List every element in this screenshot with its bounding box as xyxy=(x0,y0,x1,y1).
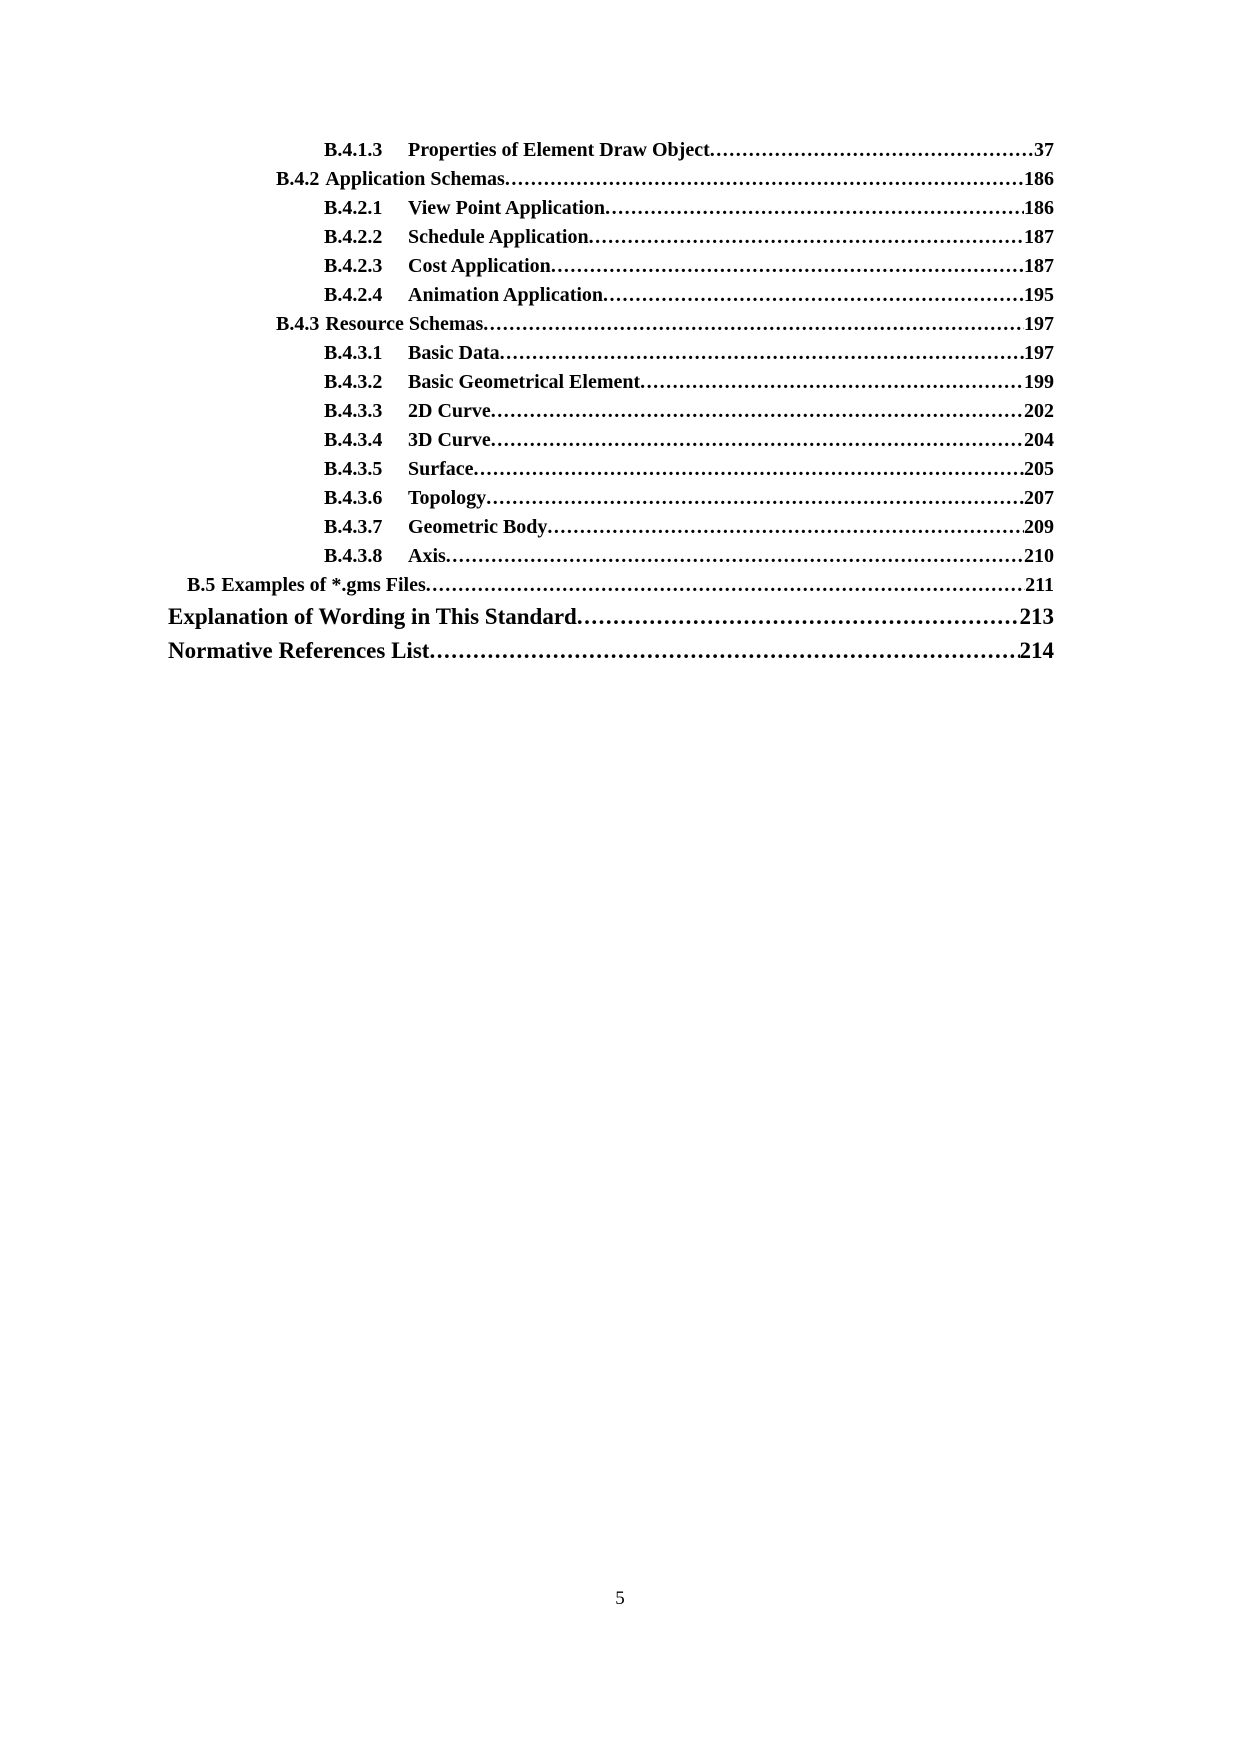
toc-entry-number: B.4.2 xyxy=(276,168,320,190)
toc-entry xyxy=(168,194,1054,223)
toc-entry xyxy=(168,339,1054,368)
toc-entry-title: Basic Geometrical Element xyxy=(408,371,641,393)
toc-entry-title: 3D Curve xyxy=(408,429,491,451)
toc-entry-title: Application Schemas xyxy=(325,168,505,190)
toc-entry-page: 209 xyxy=(1024,516,1054,538)
dot-leader xyxy=(551,252,1024,281)
dot-leader xyxy=(589,223,1024,252)
dot-leader xyxy=(605,194,1024,223)
toc-entry-number: B.4.3.6 xyxy=(324,487,383,509)
toc-entry xyxy=(168,513,1054,542)
toc-entry-title: Examples of *.gms Files xyxy=(221,574,426,596)
toc-entry xyxy=(168,542,1054,571)
toc-entry-page: 211 xyxy=(1025,574,1054,596)
dot-leader xyxy=(640,368,1024,397)
toc-entry xyxy=(168,426,1054,455)
toc-entry-number: B.5 xyxy=(187,574,216,596)
dot-leader xyxy=(577,600,1020,634)
toc-entry-number: B.4.3.5 xyxy=(324,458,383,480)
toc-entry xyxy=(168,397,1054,426)
toc-entry-number: B.4.1.3 xyxy=(324,139,383,161)
toc-entry-title: Surface xyxy=(408,458,474,480)
dot-leader xyxy=(486,484,1024,513)
dot-leader xyxy=(429,634,1019,668)
dot-leader xyxy=(505,165,1024,194)
dot-leader xyxy=(474,455,1024,484)
toc-entry xyxy=(168,310,1054,339)
toc-entry-title: 2D Curve xyxy=(408,400,491,422)
toc-entry-title: Axis xyxy=(408,545,446,567)
toc-entry-title: Normative References List xyxy=(168,638,430,663)
dot-leader xyxy=(483,310,1024,339)
toc-entry xyxy=(168,223,1054,252)
toc-entry-page: 205 xyxy=(1024,458,1054,480)
toc-entry-page: 214 xyxy=(1019,638,1054,663)
toc-entry-number: B.4.2.2 xyxy=(324,226,383,248)
toc-entry-page: 199 xyxy=(1024,371,1054,393)
toc-entry xyxy=(168,368,1054,397)
toc-entry-page: 210 xyxy=(1024,545,1054,567)
toc-entry-title: Resource Schemas xyxy=(325,313,484,335)
toc-entry xyxy=(168,252,1054,281)
toc-entry xyxy=(168,136,1054,165)
toc-entry-number: B.4.3 xyxy=(276,313,320,335)
toc-entry xyxy=(168,600,1054,634)
toc-entry-number: B.4.2.1 xyxy=(324,197,383,219)
dot-leader xyxy=(491,397,1024,426)
toc-entry xyxy=(168,484,1054,513)
toc-entry xyxy=(168,455,1054,484)
toc-entry xyxy=(168,571,1054,600)
toc-entry-page: 186 xyxy=(1024,168,1054,190)
dot-leader xyxy=(603,281,1024,310)
dot-leader xyxy=(500,339,1024,368)
toc-entry-title: Topology xyxy=(408,487,487,509)
toc-entry-page: 187 xyxy=(1024,226,1054,248)
toc-entry-number: B.4.3.7 xyxy=(324,516,383,538)
toc-entry-page: 197 xyxy=(1024,313,1054,335)
toc-entry xyxy=(168,634,1054,668)
toc-entry-page: 207 xyxy=(1024,487,1054,509)
toc-entry-title: Schedule Application xyxy=(408,226,589,248)
toc-entry-number: B.4.3.8 xyxy=(324,545,383,567)
toc-entry-title: Cost Application xyxy=(408,255,551,277)
toc-entry-number: B.4.2.3 xyxy=(324,255,383,277)
toc-entry-number: B.4.2.4 xyxy=(324,284,383,306)
toc-entry-page: 186 xyxy=(1024,197,1054,219)
dot-leader xyxy=(710,136,1034,165)
toc-entry-page: 187 xyxy=(1024,255,1054,277)
dot-leader xyxy=(547,513,1024,542)
toc-entry-number: B.4.3.1 xyxy=(324,342,383,364)
toc-entry-page: 213 xyxy=(1019,604,1054,629)
toc-entry-title: Basic Data xyxy=(408,342,500,364)
toc-entry-title: Explanation of Wording in This Standard xyxy=(168,604,577,629)
table-of-contents xyxy=(168,136,1054,668)
toc-entry-page: 204 xyxy=(1024,429,1054,451)
footer-page-number: 5 xyxy=(615,1588,625,1609)
toc-entry-title: View Point Application xyxy=(408,197,606,219)
toc-entry-title: Animation Application xyxy=(408,284,604,306)
toc-entry-page: 202 xyxy=(1024,400,1054,422)
toc-entry xyxy=(168,165,1054,194)
dot-leader xyxy=(426,571,1025,600)
dot-leader xyxy=(491,426,1024,455)
toc-entry-number: B.4.3.4 xyxy=(324,429,383,451)
toc-entry-title: Properties of Element Draw Object xyxy=(408,139,710,161)
toc-entry-number: B.4.3.3 xyxy=(324,400,383,422)
toc-entry xyxy=(168,281,1054,310)
toc-entry-page: 197 xyxy=(1024,342,1054,364)
toc-entry-number: B.4.3.2 xyxy=(324,371,383,393)
dot-leader xyxy=(446,542,1024,571)
toc-entry-page: 195 xyxy=(1024,284,1054,306)
toc-entry-page: 37 xyxy=(1034,139,1054,161)
toc-entry-title: Geometric Body xyxy=(408,516,548,538)
